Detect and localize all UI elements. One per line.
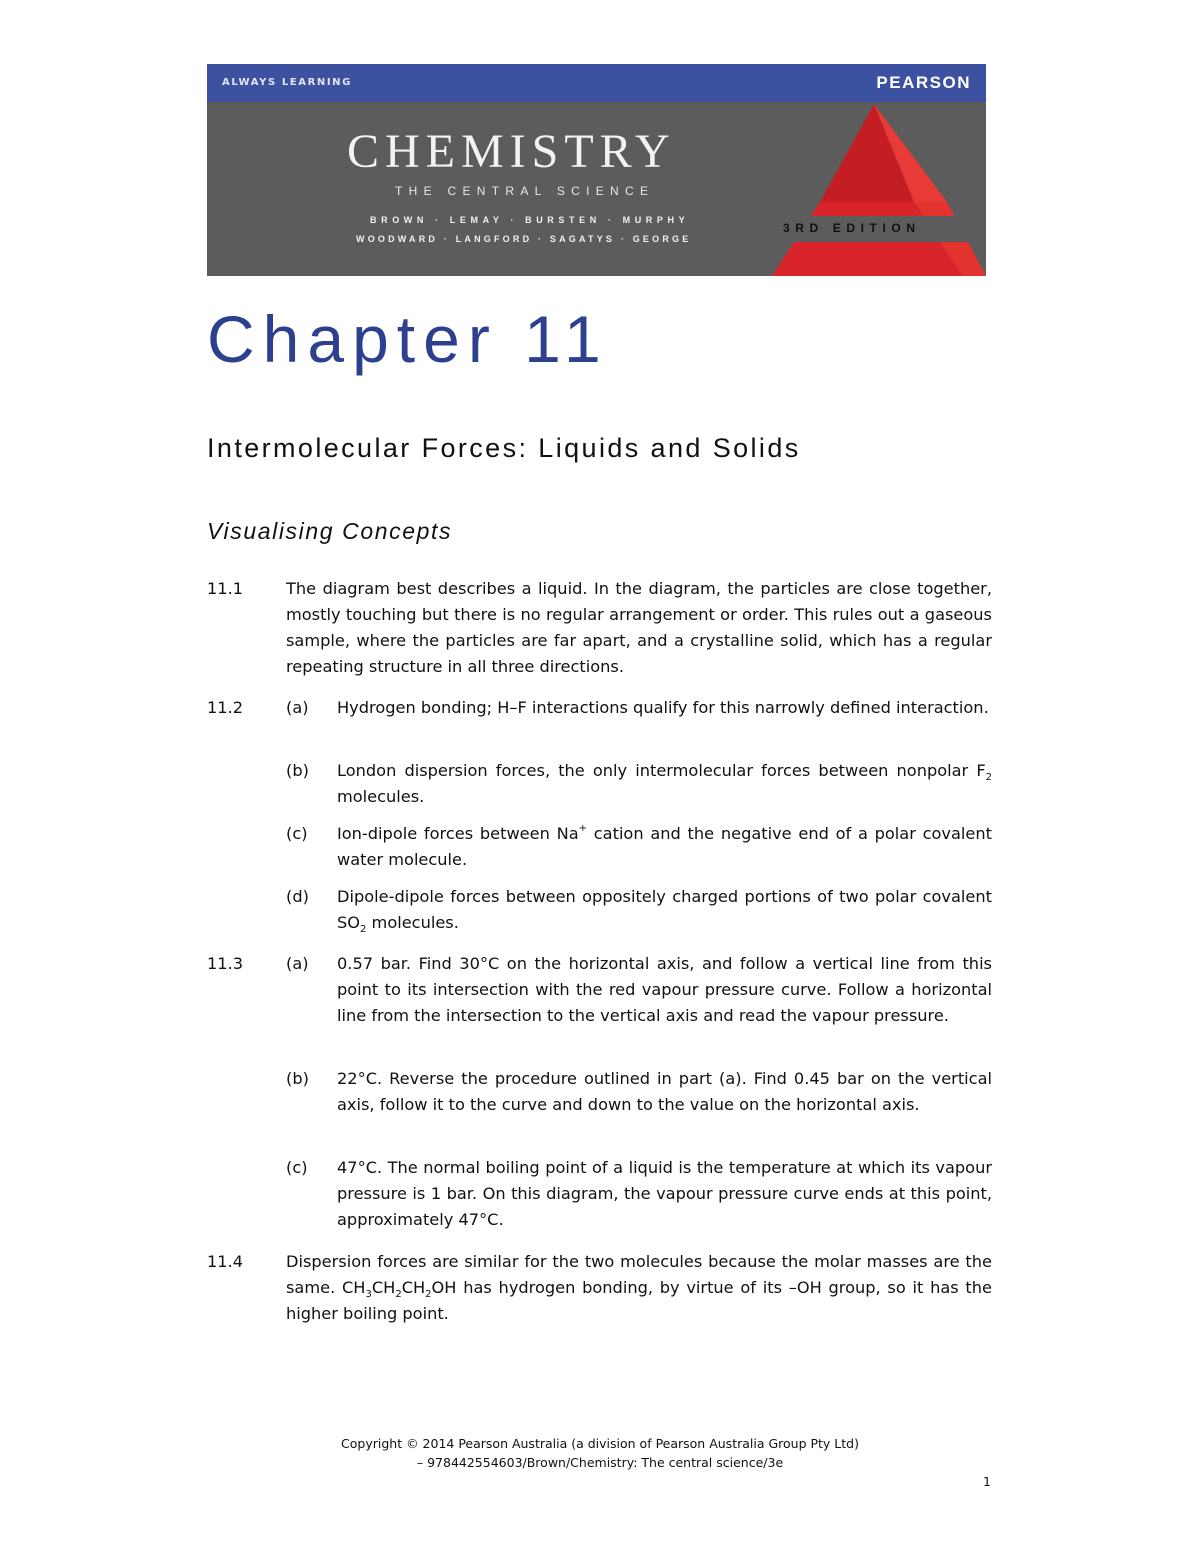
answer-11-2c [337, 821, 992, 873]
question-number-11-2: 11.2 [207, 698, 244, 717]
text-run: CH [401, 1278, 426, 1297]
part-label: (d) [286, 887, 309, 906]
part-label: (b) [286, 761, 309, 780]
text-run: Dispersion forces are similar for the two molecules because the molar masses are the same. CH [286, 1252, 992, 1297]
chapter-title: Chapter 11 [207, 302, 609, 376]
red-triangle-icon [772, 102, 986, 276]
banner-top-strip [207, 64, 986, 102]
question-number-11-4: 11.4 [207, 1252, 244, 1271]
text-run: OH has hydrogen bonding, by virtue of its –OH group, so it has the higher boiling point. [286, 1278, 992, 1323]
question-number-11-1: 11.1 [207, 579, 244, 598]
part-label: (a) [286, 954, 309, 973]
chapter-subtitle: Intermolecular Forces: Liquids and Solids [207, 433, 801, 463]
copyright-line: Copyright © 2014 Pearson Australia (a division of Pearson Australia Group Pty Ltd) [341, 1436, 859, 1451]
book-cover-banner [207, 64, 986, 276]
answer-11-3a: 0.57 bar. Find 30°C on the horizontal axis, and follow a vertical line from this point to its intersection with the red vapour pressure curve. Follow a horizontal line from the intersection to the vertical axis and read the vapour pressure. [337, 954, 992, 1025]
answer-11-3c: 47°C. The normal boiling point of a liquid is the temperature at which its vapour pressure is 1 bar. On this diagram, the vapour pressure curve ends at this point, approximately 47°C. [337, 1158, 992, 1229]
edition-label: 3RD EDITION [783, 221, 921, 235]
book-subtitle: THE CENTRAL SCIENCE [395, 184, 655, 198]
text-run: CH [371, 1278, 396, 1297]
part-label: (a) [286, 698, 309, 717]
answer-11-2a: Hydrogen bonding; H–F interactions qualify for this narrowly defined interaction. [337, 698, 989, 717]
part-label: (b) [286, 1069, 309, 1088]
text-run: Dipole-dipole forces between oppositely charged portions of two polar covalent SO [337, 887, 992, 932]
book-title: CHEMISTRY [347, 125, 676, 178]
text-run: molecules. [337, 787, 425, 806]
subscript: 3 [365, 1289, 372, 1300]
answer-11-4 [286, 1249, 992, 1327]
answer-11-3b: 22°C. Reverse the procedure outlined in part (a). Find 0.45 bar on the vertical axis, follow it to the curve and down to the value on the horizontal axis. [337, 1069, 992, 1114]
superscript: + [578, 823, 588, 834]
answer-11-2d [337, 884, 992, 936]
page-number: 1 [983, 1474, 991, 1489]
isbn-line: – 978442554603/Brown/Chemistry: The central science/3e [416, 1455, 784, 1470]
pearson-logo: PEARSON [876, 73, 971, 92]
edition-band [778, 216, 986, 242]
section-heading: Visualising Concepts [207, 518, 453, 544]
text-run: Ion-dipole forces between Na [337, 824, 579, 843]
subscript: 2 [395, 1289, 402, 1300]
answer-11-2b [337, 758, 992, 810]
text-run: London dispersion forces, the only intermolecular forces between nonpolar F [337, 761, 986, 780]
question-number-11-3: 11.3 [207, 954, 244, 973]
authors-line-1: BROWN · LEMAY · BURSTEN · MURPHY [370, 215, 690, 225]
always-learning-text: ALWAYS LEARNING [222, 77, 352, 88]
text-run: molecules. [366, 913, 459, 932]
part-label: (c) [286, 824, 308, 843]
text-run: cation and the negative end of a polar covalent water molecule. [337, 824, 992, 869]
subscript: 2 [425, 1289, 432, 1300]
answer-11-1: The diagram best describes a liquid. In the diagram, the particles are close together, mostly touching but there is no regular arrangement or order. This rules out a gaseous sample, where the particles are far apart, and a crystalline solid, which has a regular repeating structure in all three directions. [286, 579, 992, 676]
subscript: 2 [985, 772, 992, 783]
authors-line-2: WOODWARD · LANGFORD · SAGATYS · GEORGE [356, 234, 692, 244]
subscript: 2 [360, 924, 367, 935]
part-label: (c) [286, 1158, 308, 1177]
